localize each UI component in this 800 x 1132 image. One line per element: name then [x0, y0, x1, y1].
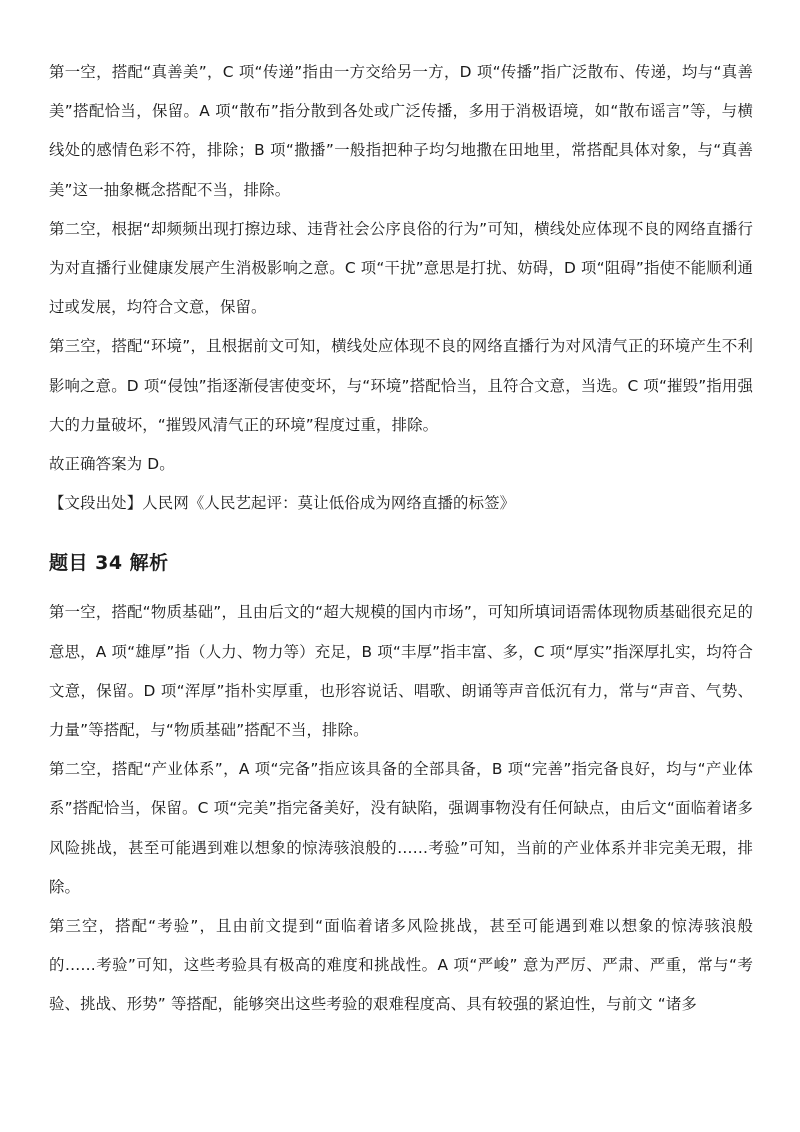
paragraph-blank1-q34: 第一空，搭配“物质基础”，且由后文的“超大规模的国内市场”，可知所填词语需体现物质基础很充足的意思，A 项“雄厚”指（人力、物力等）充足，B 项“丰厚”指丰富、多，C 项“厚实”指深厚扎实，均符合文意，保留。D 项“浑厚”指朴实厚重，也形容说话、唱歌、朗诵等声音低沉有力，常与“声音、气势、力量”等搭配，与“物质基础”搭配不当，排除。 [49, 603, 753, 740]
paragraph-blank1-q33: 第一空，搭配“真善美”，C 项“传递”指由一方交给另一方，D 项“传播”指广泛散布、传递，均与“真善美”搭配恰当，保留。A 项“散布”指分散到各处或广泛传播，多用于消极语境，如“散布谣言”等，与横线处的感情色彩不符，排除；B 项“撒播”一般指把种子均匀地撒在田地里，常搭配具体对象，与“真善美”这一抽象概念搭配不当，排除。 [49, 63, 753, 199]
paragraph-blank2-q33: 第二空，根据“却频频出现打擦边球、违背社会公序良俗的行为”可知，横线处应体现不良的网络直播行为对直播行业健康发展产生消极影响之意。C 项“干扰”意思是打扰、妨碍，D 项“阻碍”指使不能顺利通过或发展，均符合文意，保留。 [49, 219, 753, 317]
paragraph-blank3-q34: 第三空，搭配“考验”，且由前文提到“面临着诸多风险挑战，甚至可能遇到难以想象的惊涛骇浪般的……考验”可知，这些考验具有极高的难度和挑战性。A 项“严峻” 意为严厉、严肃、严重，常与“考验、挑战、形势” 等搭配，能够突出这些考验的艰难程度高、具有较强的紧迫性，与前文 “诸多 [49, 917, 753, 1014]
paragraph-blank2-q34: 第二空，搭配“产业体系”，A 项“完备”指应该具备的全部具备，B 项“完善”指完备良好，均与“产业体系”搭配恰当，保留。C 项“完美”指完备美好，没有缺陷，强调事物没有任何缺点，由后文“面临着诸多风险挑战，甚至可能遇到难以想象的惊涛骇浪般的……考验”可知，当前的产业体系并非完美无瑕，排除。 [49, 760, 753, 896]
document-body [49, 53, 753, 1025]
section-heading-q34: 题目 34 解析 [49, 552, 169, 575]
paragraph-source-q33: 【文段出处】人民网《人民艺起评：莫让低俗成为网络直播的标签》 [49, 494, 516, 513]
paragraph-answer-q33: 故正确答案为 D。 [49, 455, 175, 474]
paragraph-blank3-q33: 第三空，搭配“环境”，且根据前文可知，横线处应体现不良的网络直播行为对风清气正的环境产生不利影响之意。D 项“侵蚀”指逐渐侵害使变坏，与“环境”搭配恰当，且符合文意，当选。C 项“摧毁”指用强大的力量破坏，“摧毁风清气正的环境”程度过重，排除。 [49, 337, 753, 434]
